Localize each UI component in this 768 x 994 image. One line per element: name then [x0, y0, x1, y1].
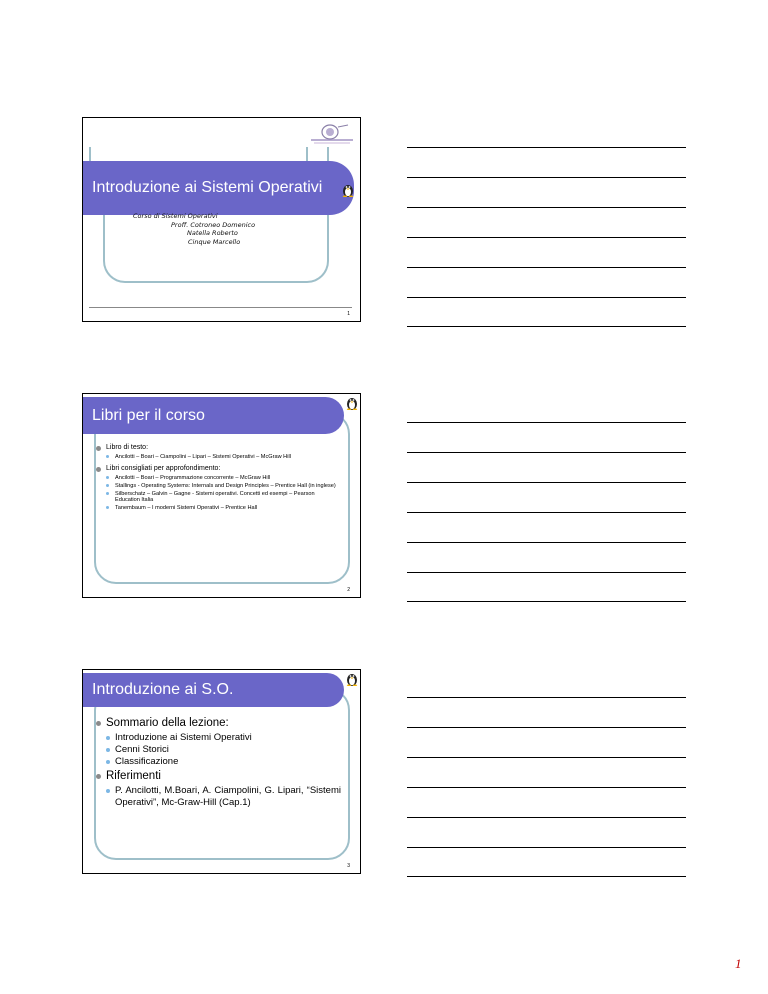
- bullet-text: Libri consigliati per approfondimento:: [106, 465, 221, 473]
- list-item: [96, 444, 341, 460]
- tux-icon: [346, 396, 358, 410]
- notes-line: [407, 787, 686, 788]
- logo-icon: [308, 121, 356, 147]
- slide-1: [82, 117, 361, 322]
- bullet-list: [96, 444, 341, 516]
- list-item: [96, 770, 341, 809]
- notes-line: [407, 817, 686, 818]
- sub-item: Tanembaum – I moderni Sistemi Operativi – Prentice Hall: [106, 505, 341, 511]
- notes-line: [407, 542, 686, 543]
- notes-line: [407, 727, 686, 728]
- slide-number: 3: [347, 863, 350, 869]
- bullet-list: [96, 717, 341, 811]
- sub-item: Cenni Storici: [106, 744, 341, 756]
- notes-line: [407, 572, 686, 573]
- sub-item: P. Ancilotti, M.Boari, A. Ciampolini, G. Lipari, “Sistemi Operativi”, Mc-Graw-Hill (Cap.1): [106, 785, 341, 809]
- bullet-text: Riferimenti: [106, 770, 161, 782]
- sub-item: Ancilotti – Boari – Programmazione concorrente – McGraw Hill: [106, 475, 341, 481]
- tux-icon: [346, 672, 358, 686]
- slide-title: [83, 397, 344, 434]
- sub-list: [106, 732, 341, 768]
- bullet-text: Libro di testo:: [106, 444, 149, 451]
- page-number: 1: [735, 956, 742, 971]
- notes-line: [407, 297, 686, 298]
- notes-line: [407, 512, 686, 513]
- footer-divider: [89, 307, 352, 308]
- notes-line: [407, 267, 686, 268]
- list-item: [96, 717, 341, 768]
- notes-line: [407, 697, 686, 698]
- notes-line: [407, 601, 686, 602]
- sub-item: Classificazione: [106, 756, 341, 768]
- notes-line: [407, 177, 686, 178]
- subtitle-line: Corso di Sistemi Operativi: [133, 212, 218, 220]
- slide-title: [83, 161, 354, 215]
- notes-line: [407, 422, 686, 423]
- notes-line: [407, 326, 686, 327]
- slide-title-text: Introduzione ai Sistemi Operativi: [92, 179, 323, 196]
- sub-item: Ancilotti – Boari – Ciampolini – Lipari – Sistemi Operativi – McGraw Hill: [106, 454, 341, 460]
- slide-2: [82, 393, 361, 598]
- slide-title-text: Libri per il corso: [92, 406, 205, 424]
- notes-line: [407, 207, 686, 208]
- notes-line: [407, 876, 686, 877]
- sub-item: Silberschatz – Galvin – Gagne - Sistemi operativi. Concetti ed esempi – Pearson Education Italia: [106, 491, 341, 503]
- notes-line: [407, 237, 686, 238]
- notes-line: [407, 147, 686, 148]
- sub-item: Introduzione ai Sistemi Operativi: [106, 732, 341, 744]
- subtitle-line: Cinque Marcello: [188, 237, 241, 246]
- sub-list: [106, 454, 341, 460]
- subtitle-line: Proff. Cotroneo Domenico: [171, 220, 256, 229]
- sub-item: Stallings - Operating Systems: Internals and Design Principles – Prentice Hall (in inglese): [106, 483, 341, 489]
- slide-3: [82, 669, 361, 874]
- list-item: [96, 465, 341, 511]
- sub-list: [106, 785, 341, 809]
- slide-title: [83, 673, 344, 707]
- slide-number: 2: [347, 587, 350, 593]
- notes-line: [407, 847, 686, 848]
- notes-line: [407, 452, 686, 453]
- slide-title-text: Introduzione ai S.O.: [92, 681, 234, 698]
- notes-line: [407, 757, 686, 758]
- subtitle-line: Natella Roberto: [187, 229, 238, 237]
- bullet-text: Sommario della lezione:: [106, 717, 229, 729]
- slide-subtitle: [133, 212, 255, 246]
- slide-number: 1: [347, 311, 350, 317]
- notes-line: [407, 482, 686, 483]
- tux-icon: [342, 183, 354, 197]
- sub-list: [106, 475, 341, 511]
